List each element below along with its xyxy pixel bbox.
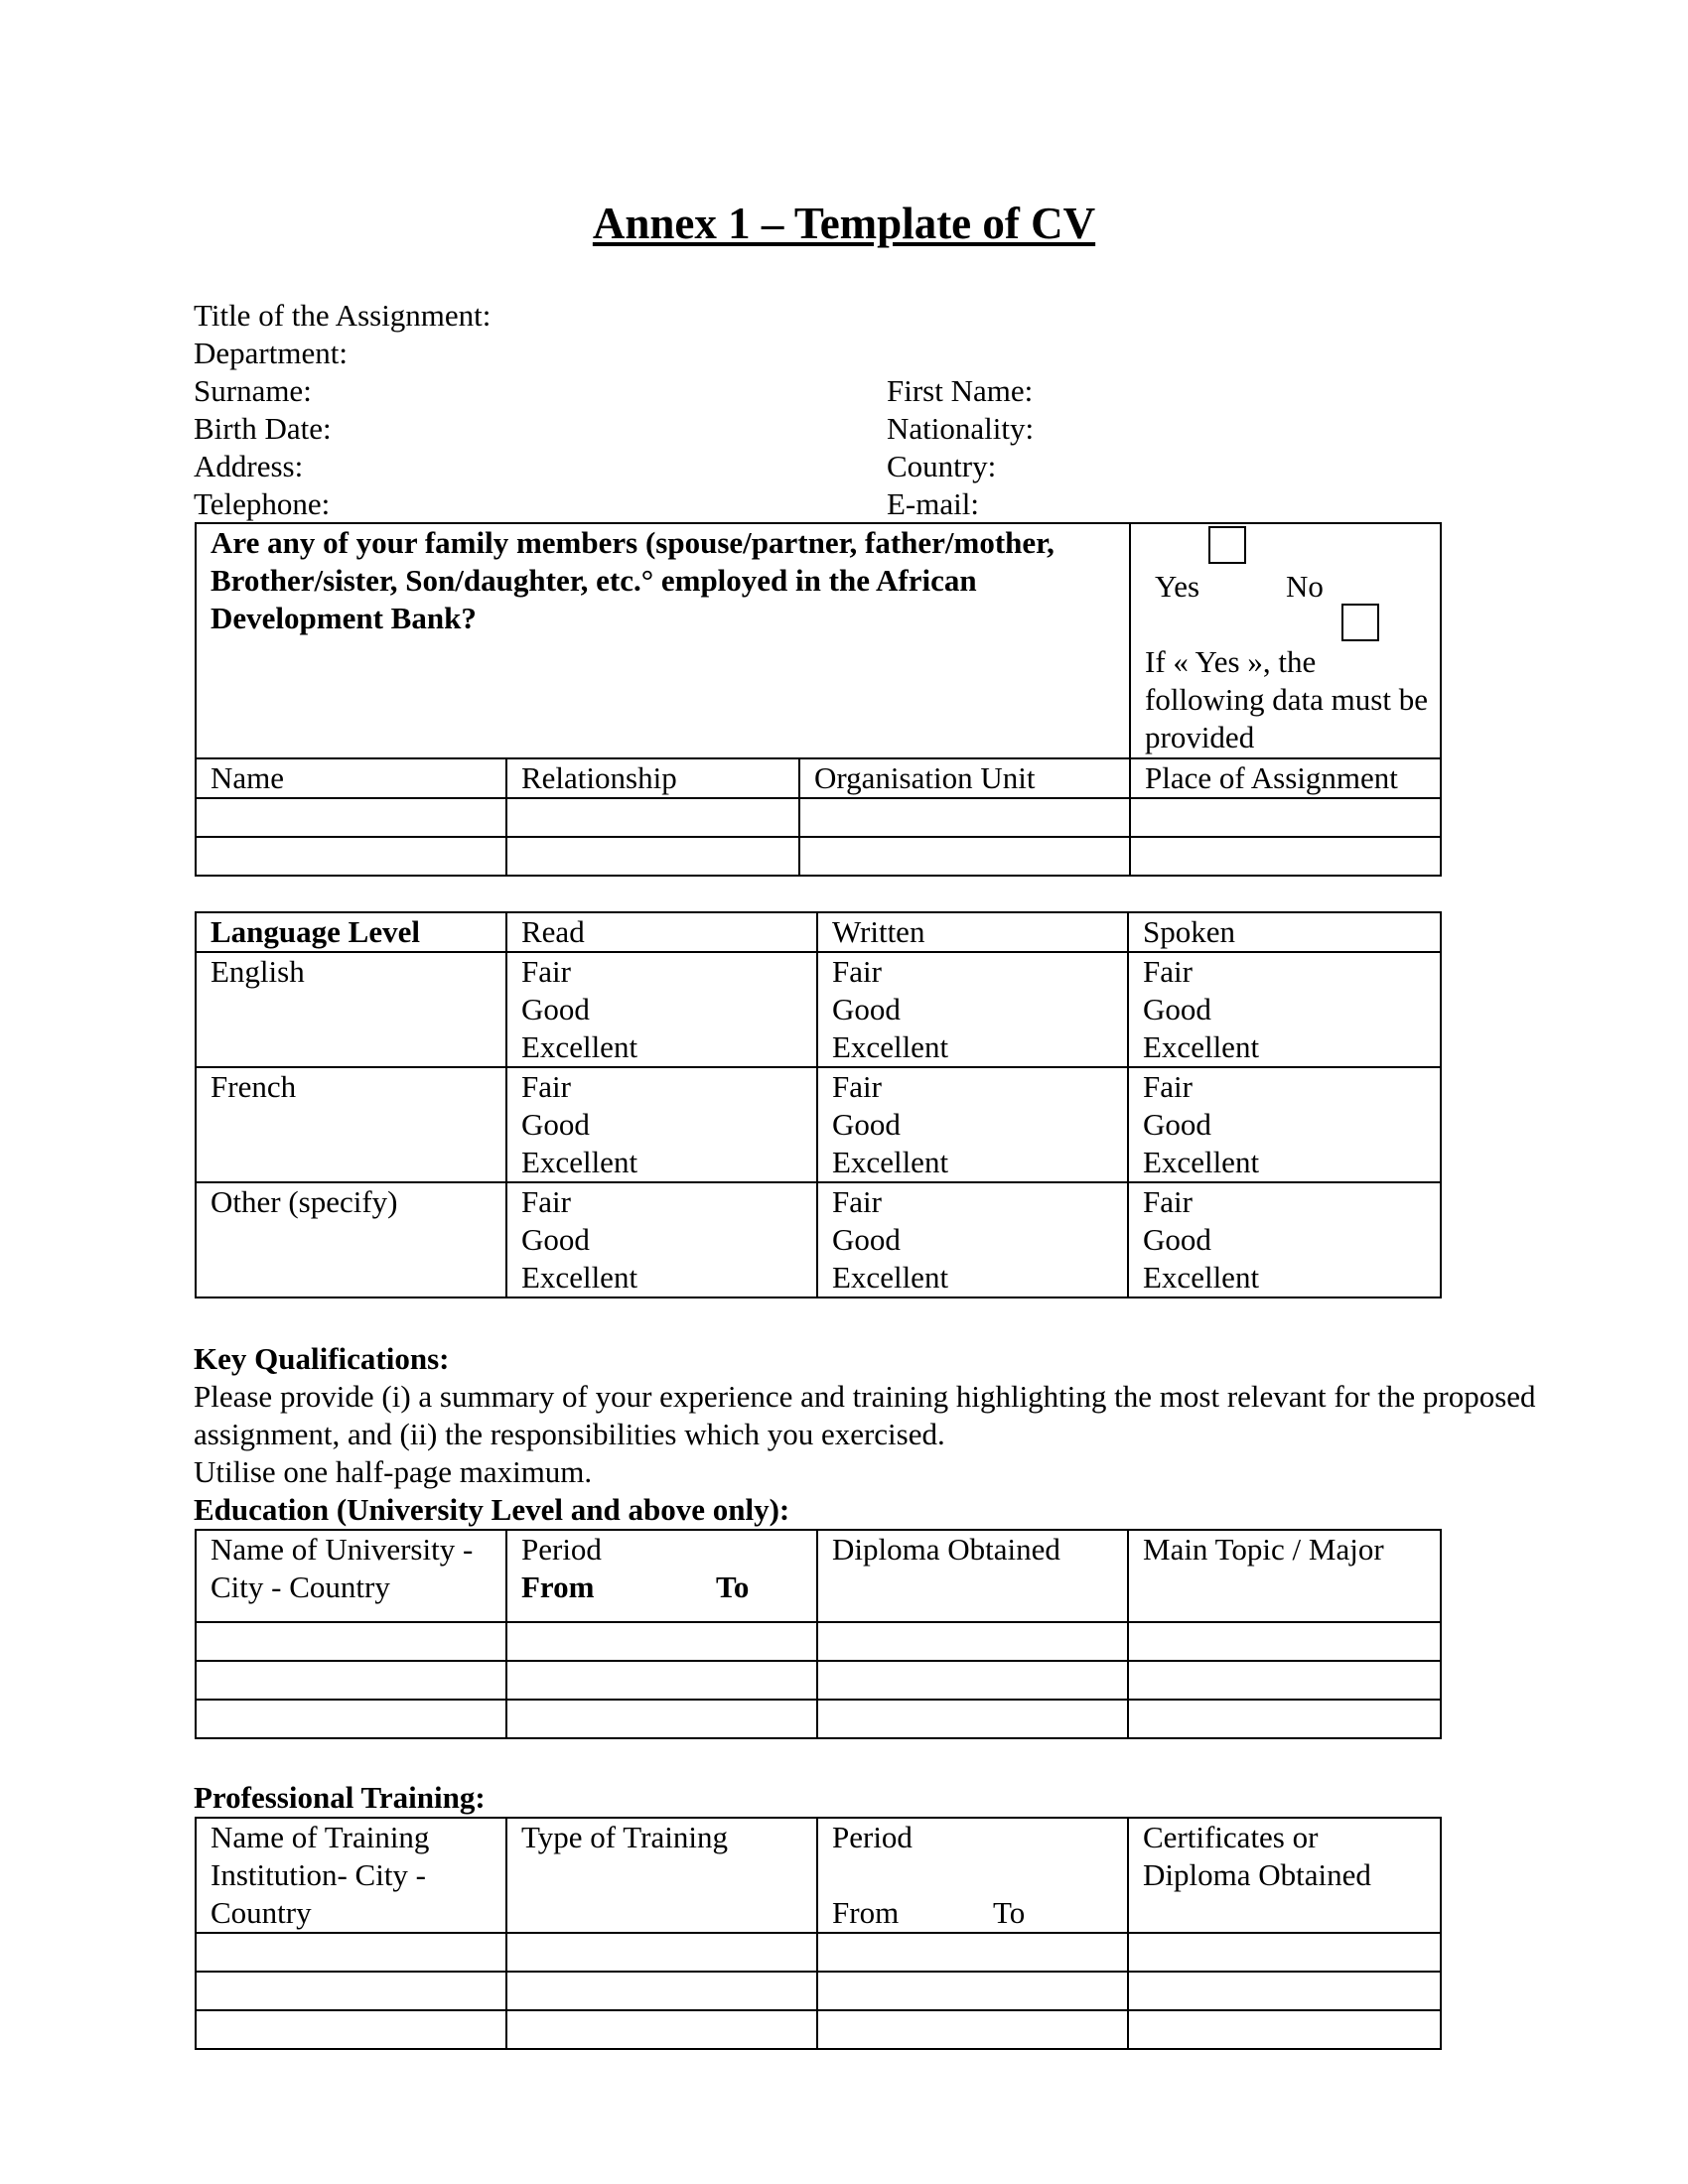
- language-name: Other (specify): [196, 1182, 506, 1297]
- department-label: Department:: [194, 336, 348, 370]
- first-name-label: First Name:: [887, 373, 1034, 408]
- training-cell[interactable]: [506, 1972, 817, 2010]
- training-cell[interactable]: [196, 2010, 506, 2049]
- family-cell[interactable]: [799, 798, 1130, 837]
- training-cell[interactable]: [196, 1933, 506, 1972]
- yes-label: Yes: [1155, 569, 1200, 604]
- training-table: [195, 1817, 1442, 2050]
- email-label: E-mail:: [887, 486, 979, 521]
- education-cell[interactable]: [817, 1622, 1128, 1661]
- table-row: [196, 1933, 1441, 1972]
- surname-label: Surname:: [194, 373, 312, 408]
- education-heading: Education (University Level and above only):: [194, 1492, 790, 1527]
- no-label: No: [1286, 569, 1324, 604]
- education-cell[interactable]: [196, 1700, 506, 1738]
- family-cell[interactable]: [506, 837, 799, 876]
- family-header-unit: Organisation Unit: [799, 758, 1130, 798]
- key-qualifications-note: Utilise one half-page maximum.: [194, 1454, 593, 1489]
- training-cell[interactable]: [1128, 1972, 1441, 2010]
- written-levels[interactable]: Fair Good Excellent: [817, 1067, 1128, 1182]
- birth-date-label: Birth Date:: [194, 411, 332, 446]
- training-cell[interactable]: [817, 1972, 1128, 2010]
- nationality-label: Nationality:: [887, 411, 1035, 446]
- family-question: Are any of your family members (spouse/partner, father/mother, Brother/sister, Son/daughter, etc.° employed in the African Development Bank?: [196, 523, 1130, 758]
- family-answer-cell: [1130, 523, 1441, 758]
- table-row: [196, 837, 1441, 876]
- no-checkbox[interactable]: [1341, 604, 1379, 641]
- education-cell[interactable]: [817, 1700, 1128, 1738]
- training-header-institution: Name of Training Institution- City - Country: [196, 1818, 506, 1933]
- key-qualifications-heading: Key Qualifications:: [194, 1341, 450, 1376]
- table-row: [196, 2010, 1441, 2049]
- page-title: Annex 1 – Template of CV: [592, 199, 1096, 248]
- telephone-label: Telephone:: [194, 486, 331, 521]
- education-table: [195, 1529, 1442, 1739]
- family-header-name: Name: [196, 758, 506, 798]
- address-label: Address:: [194, 449, 304, 483]
- language-name: French: [196, 1067, 506, 1182]
- table-row: [196, 1700, 1441, 1738]
- education-header-diploma: Diploma Obtained: [817, 1530, 1128, 1622]
- training-heading: Professional Training:: [194, 1780, 486, 1815]
- table-row: [196, 1972, 1441, 2010]
- education-cell[interactable]: [817, 1661, 1128, 1700]
- education-header-university: Name of University - City - Country: [196, 1530, 506, 1622]
- spoken-levels[interactable]: Fair Good Excellent: [1128, 1182, 1441, 1297]
- family-cell[interactable]: [506, 798, 799, 837]
- education-cell[interactable]: [1128, 1700, 1441, 1738]
- family-table: [195, 522, 1442, 877]
- written-levels[interactable]: Fair Good Excellent: [817, 1182, 1128, 1297]
- education-cell[interactable]: [1128, 1622, 1441, 1661]
- training-cell[interactable]: [506, 1933, 817, 1972]
- family-cell[interactable]: [196, 798, 506, 837]
- key-qualifications-text: Please provide (i) a summary of your experience and training highlighting the most relevant for the proposed assignment, and (ii) the responsibilities which you exercised.: [194, 1379, 1536, 1451]
- training-header-type: Type of Training: [506, 1818, 817, 1933]
- family-header-place: Place of Assignment: [1130, 758, 1441, 798]
- family-note: If « Yes », the following data must be provided: [1145, 644, 1428, 754]
- training-header-certificates: Certificates or Diploma Obtained: [1128, 1818, 1441, 1933]
- assignment-label: Title of the Assignment:: [194, 298, 492, 333]
- training-cell[interactable]: [817, 1933, 1128, 1972]
- read-levels[interactable]: Fair Good Excellent: [506, 1182, 817, 1297]
- training-cell[interactable]: [1128, 2010, 1441, 2049]
- read-levels[interactable]: Fair Good Excellent: [506, 1067, 817, 1182]
- language-header-spoken: Spoken: [1128, 912, 1441, 952]
- training-cell[interactable]: [1128, 1933, 1441, 1972]
- family-cell[interactable]: [1130, 798, 1441, 837]
- table-row: [196, 1622, 1441, 1661]
- spoken-levels[interactable]: Fair Good Excellent: [1128, 1067, 1441, 1182]
- family-cell[interactable]: [1130, 837, 1441, 876]
- family-cell[interactable]: [799, 837, 1130, 876]
- read-levels[interactable]: Fair Good Excellent: [506, 952, 817, 1067]
- language-row-other: [196, 1182, 1441, 1297]
- language-table: [195, 911, 1442, 1298]
- language-header-read: Read: [506, 912, 817, 952]
- language-name: English: [196, 952, 506, 1067]
- language-row-english: [196, 952, 1441, 1067]
- language-header-written: Written: [817, 912, 1128, 952]
- table-row: [196, 798, 1441, 837]
- yes-checkbox[interactable]: [1208, 526, 1246, 564]
- education-header-period: Period From To: [506, 1530, 817, 1622]
- education-cell[interactable]: [506, 1661, 817, 1700]
- education-cell[interactable]: [196, 1622, 506, 1661]
- language-header-level: Language Level: [196, 912, 506, 952]
- training-cell[interactable]: [196, 1972, 506, 2010]
- education-cell[interactable]: [196, 1661, 506, 1700]
- country-label: Country:: [887, 449, 997, 483]
- spoken-levels[interactable]: Fair Good Excellent: [1128, 952, 1441, 1067]
- education-cell[interactable]: [506, 1622, 817, 1661]
- family-header-relationship: Relationship: [506, 758, 799, 798]
- education-cell[interactable]: [506, 1700, 817, 1738]
- training-header-period: Period From To: [817, 1818, 1128, 1933]
- education-header-major: Main Topic / Major: [1128, 1530, 1441, 1622]
- education-cell[interactable]: [1128, 1661, 1441, 1700]
- table-row: [196, 1661, 1441, 1700]
- language-row-french: [196, 1067, 1441, 1182]
- training-cell[interactable]: [817, 2010, 1128, 2049]
- written-levels[interactable]: Fair Good Excellent: [817, 952, 1128, 1067]
- family-cell[interactable]: [196, 837, 506, 876]
- training-cell[interactable]: [506, 2010, 817, 2049]
